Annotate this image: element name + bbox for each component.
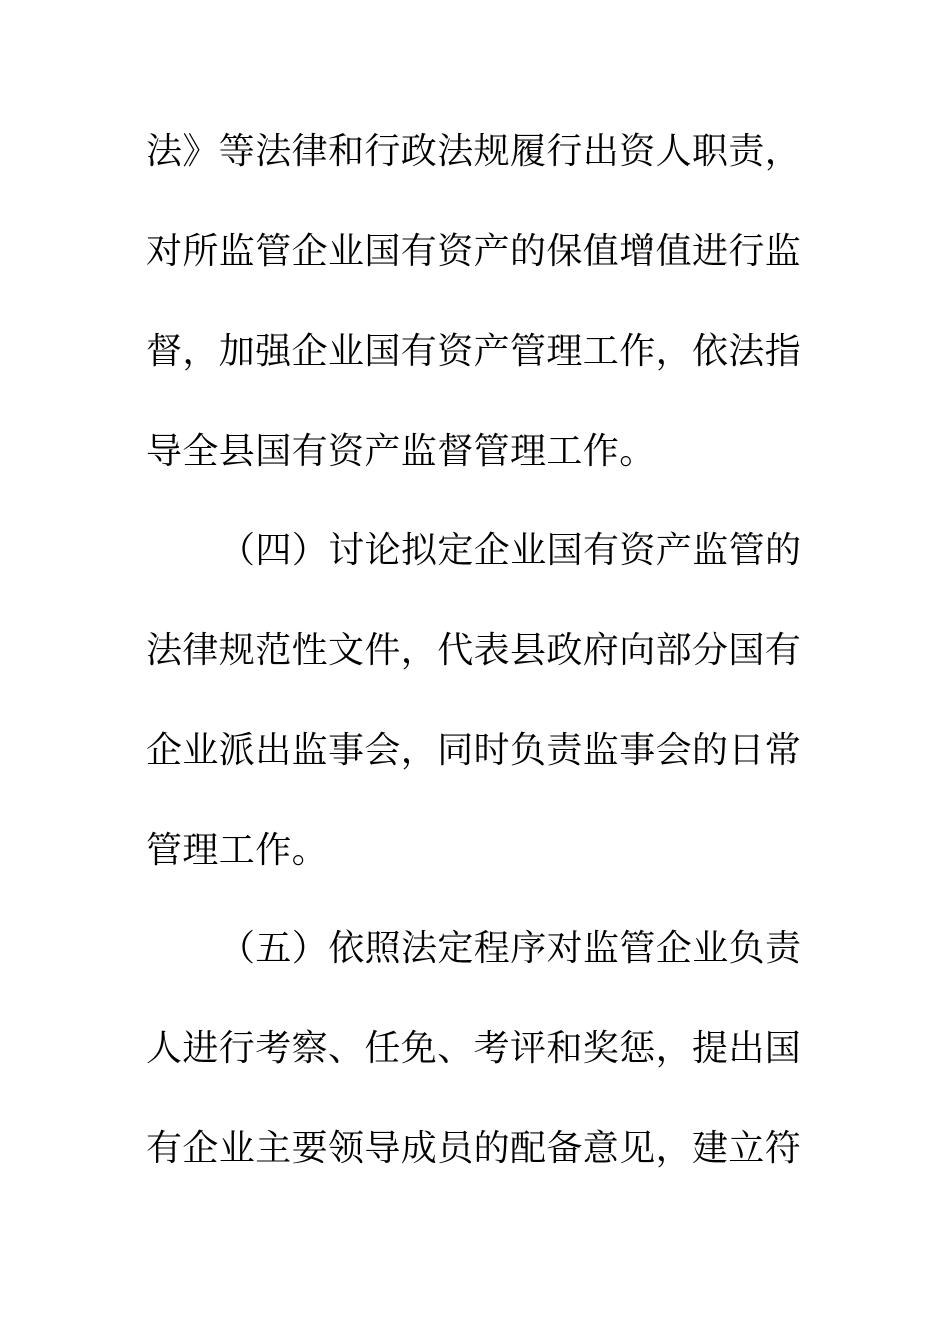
text-line: 导全县国有资产监督管理工作。 (146, 431, 656, 472)
text-line: 人进行考察、任免、考评和奖惩，提出国 (146, 1028, 802, 1069)
text-line: 企业派出监事会，同时负责监事会的日常 (146, 730, 802, 771)
text-line: 管理工作。 (146, 830, 329, 871)
text-line: 法律规范性文件，代表县政府向部分国有 (146, 630, 802, 671)
text-line: 法》等法律和行政法规履行出资人职责， (146, 131, 802, 172)
text-line: 督，加强企业国有资产管理工作，依法指 (146, 331, 802, 372)
text-line: 有企业主要领导成员的配备意见，建立符 (146, 1128, 802, 1169)
text-line: 对所监管企业国有资产的保值增值进行监 (146, 231, 802, 272)
paragraph-5-first-line: （五）依照法定程序对监管企业负责 (219, 928, 802, 969)
paragraph-4-first-line: （四）讨论拟定企业国有资产监管的 (219, 530, 802, 571)
